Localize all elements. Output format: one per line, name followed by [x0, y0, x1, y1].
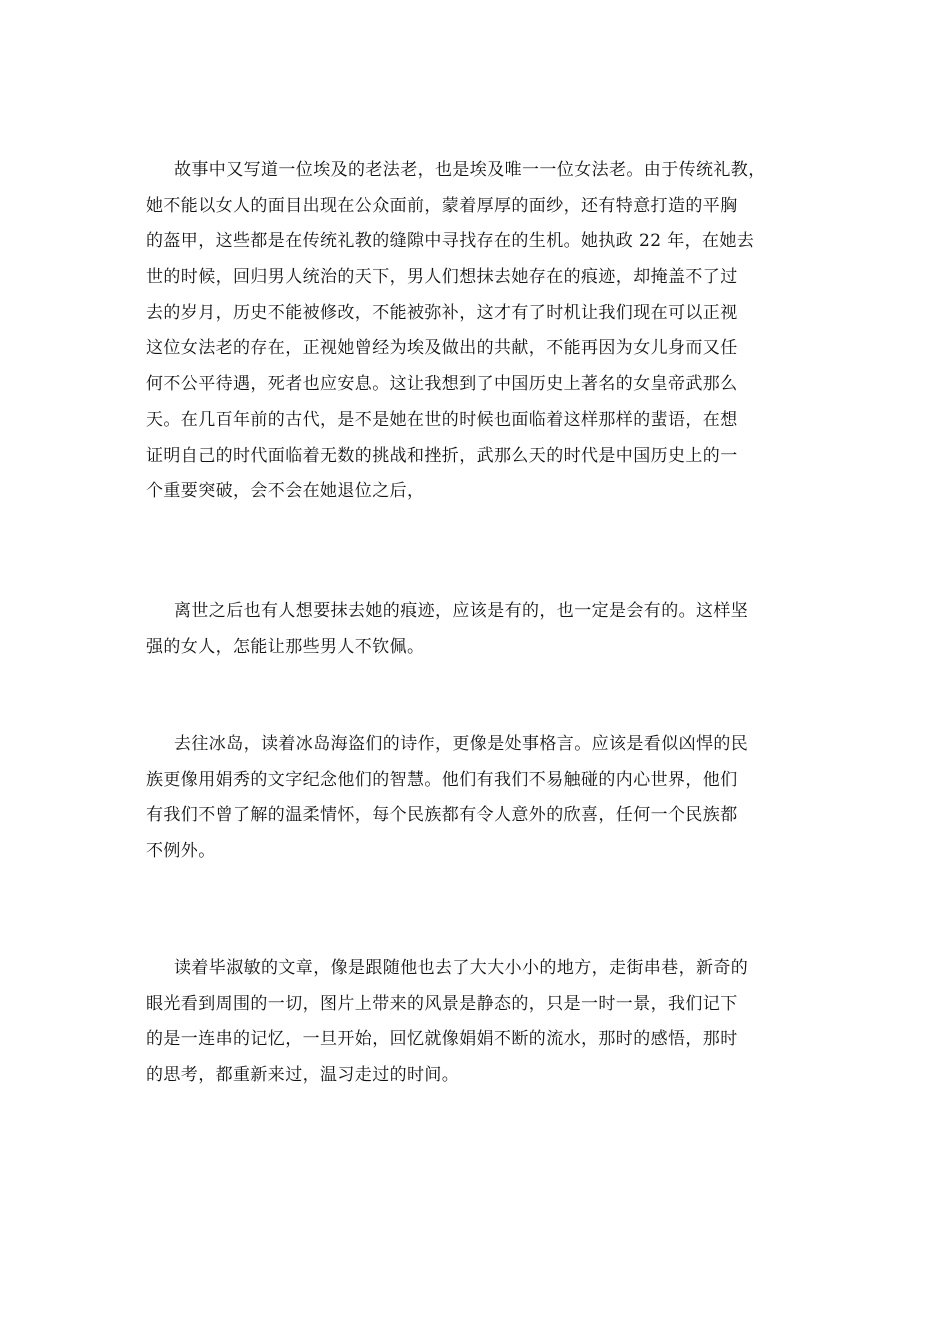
paragraph-pharaoh — [146, 153, 816, 510]
paragraph-iceland — [146, 727, 816, 870]
text-line: 强的女人，怎能让那些男人不钦佩。 — [146, 636, 425, 657]
text-line: 她不能以女人的面目出现在公众面前，蒙着厚厚的面纱，还有特意打造的平胸 — [146, 195, 738, 216]
text-line: 读着毕淑敏的文章，像是跟随他也去了大大小小的地方，走街串巷，新奇的 — [174, 958, 749, 978]
text-line: 去的岁月，历史不能被修改，不能被弥补，这才有了时机让我们现在可以正视 — [146, 302, 738, 323]
text-line: 的是一连串的记忆，一旦开始，回忆就像娟娟不断的流水，那时的感悟，那时 — [146, 1029, 738, 1050]
text-line: 何不公平待遇，死者也应安息。这让我想到了中国历史上著名的女皇帝武那么 — [146, 374, 738, 395]
text-line: 的盔甲，这些都是在传统礼教的缝隙中寻找存在的生机。她执政 22 年，在她去 — [146, 231, 755, 252]
text-line: 离世之后也有人想要抹去她的痕迹，应该是有的，也一定是会有的。这样坚 — [174, 601, 749, 621]
paragraph-bi-shumin — [146, 951, 816, 1094]
text-line: 天。在几百年前的古代，是不是她在世的时候也面临着这样那样的蜚语，在想 — [146, 409, 738, 430]
text-line: 这位女法老的存在，正视她曾经为埃及做出的共献，不能再因为女儿身而又任 — [146, 338, 738, 359]
text-line: 的思考，都重新来过，温习走过的时间。 — [146, 1065, 460, 1086]
text-line: 眼光看到周围的一切，图片上带来的风景是静态的，只是一时一景，我们记下 — [146, 993, 738, 1014]
text-line: 世的时候，回归男人统治的天下，男人们想抹去她存在的痕迹，却掩盖不了过 — [146, 267, 738, 288]
text-line: 不例外。 — [146, 841, 216, 862]
text-line: 故事中又写道一位埃及的老法老，也是埃及唯一一位女法老。由于传统礼教， — [174, 160, 766, 180]
text-line: 族更像用娟秀的文字纪念他们的智慧。他们有我们不易触碰的内心世界，他们 — [146, 769, 738, 790]
text-line: 个重要突破，会不会在她退位之后， — [146, 481, 425, 502]
paragraph-legacy — [146, 594, 816, 665]
text-line: 去往冰岛，读着冰岛海盗们的诗作，更像是处事格言。应该是看似凶悍的民 — [174, 734, 749, 754]
text-line: 有我们不曾了解的温柔情怀，每个民族都有令人意外的欣喜，任何一个民族都 — [146, 805, 738, 826]
text-line: 证明自己的时代面临着无数的挑战和挫折，武那么天的时代是中国历史上的一 — [146, 445, 738, 466]
